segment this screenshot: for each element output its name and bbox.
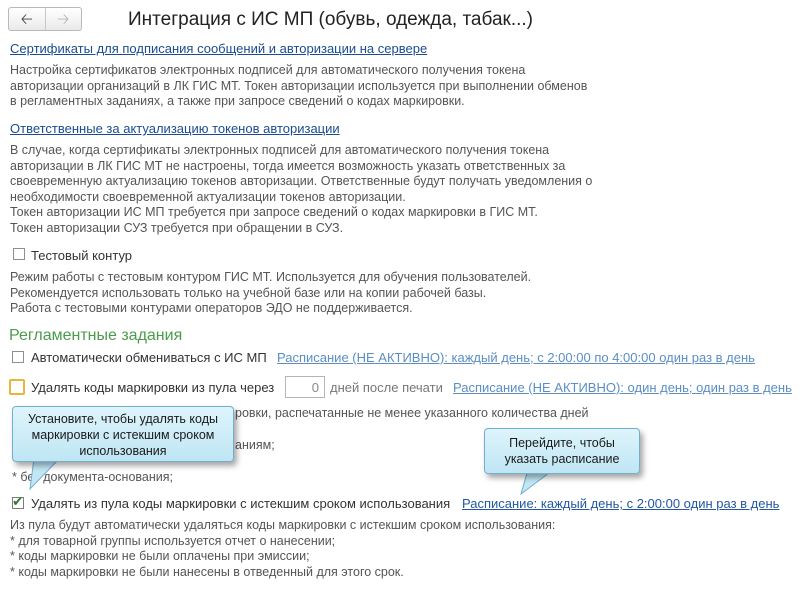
description-line: Токен авторизации ИС МП требуется при запросе сведений о кодах маркировки в ГИС МТ.	[10, 205, 538, 219]
certificates-description	[10, 63, 587, 110]
description-line: Настройка сертификатов электронных подписей для автоматического получения токена	[10, 63, 526, 77]
responsible-link[interactable]: Ответственные за актуализацию токенов авторизации	[10, 121, 340, 136]
description-line: Рекомендуется использовать только на учебной базе или на копии рабочей базы.	[10, 285, 487, 300]
auto-exchange-checkbox[interactable]	[12, 351, 24, 363]
delete-codes-checkbox[interactable]	[9, 379, 25, 395]
callout-tail-right	[515, 470, 575, 500]
days-suffix-label: дней после печати	[330, 380, 443, 395]
delete-codes-description-line: аниям;	[235, 438, 275, 452]
test-contour-label[interactable]: Тестовый контур	[31, 248, 133, 263]
forward-button[interactable]	[45, 8, 82, 30]
days-input[interactable]: 0	[285, 376, 325, 398]
description-line: * коды маркировки не были нанесены в отведенный для этого срок.	[10, 564, 404, 579]
certificates-link[interactable]: Сертификаты для подписания сообщений и авторизации на сервере	[10, 41, 428, 56]
description-line: в регламентных заданиях, а также при запросе сведений о кодах маркировки.	[10, 94, 465, 108]
callout-line: маркировки с истекшим сроком	[31, 428, 215, 442]
test-contour-checkbox[interactable]	[13, 248, 25, 260]
auto-exchange-schedule-link[interactable]: Расписание (НЕ АКТИВНО): каждый день; с 2:00:00 по 4:00:00 один раз в день	[277, 350, 755, 365]
delete-codes-label[interactable]: Удалять коды маркировки из пула через	[31, 380, 275, 395]
section-title: Регламентные задания	[9, 327, 183, 344]
description-line: Работа с тестовыми контурами операторов ЭДО не поддерживается.	[10, 301, 413, 315]
callout-line: указать расписание	[504, 452, 620, 466]
delete-codes-description-line: ровки, распечатанные не менее указанного количества дней	[235, 406, 589, 420]
callout-line: использования	[79, 444, 167, 458]
callout-line: Перейдите, чтобы	[509, 436, 615, 450]
description-line: В случае, когда сертификаты электронных подписей для автоматического получения токена	[10, 143, 550, 157]
description-line: * для товарной группы используется отчет о нанесении;	[10, 533, 336, 548]
description-line: Из пула будут автоматически удаляться коды маркировки с истекшим сроком использования:	[10, 518, 556, 532]
arrow-right-icon: 🡢	[57, 10, 70, 28]
description-line: авторизации организаций в ЛК ГИС МТ. Токен авторизации используется при выполнении обменов	[10, 78, 588, 93]
arrow-left-icon: 🡠	[20, 10, 33, 28]
description-line: * коды маркировки не были оплачены при эмиссии;	[10, 549, 310, 563]
navigation-buttons	[8, 7, 82, 31]
callout-line: Установите, чтобы удалять коды	[28, 412, 218, 426]
responsible-description	[10, 143, 592, 236]
callout-checkbox-hint	[12, 406, 234, 462]
delete-codes-schedule-link[interactable]: Расписание (НЕ АКТИВНО): один день; один раз в день	[453, 380, 792, 395]
expired-description	[10, 518, 555, 580]
checkmark-icon: ✔	[12, 493, 24, 509]
auto-exchange-label[interactable]: Автоматически обмениваться с ИС МП	[31, 350, 267, 365]
delete-expired-label[interactable]: Удалять из пула коды маркировки с истекшим сроком использования	[31, 496, 451, 511]
description-line: Режим работы с тестовым контуром ГИС МТ. Используется для обучения пользователей.	[10, 270, 532, 284]
delete-codes-description-line: * без документа-основания;	[12, 470, 173, 484]
description-line: Токен авторизации СУЗ требуется при обращении в СУЗ.	[10, 220, 344, 235]
callout-schedule-hint	[484, 428, 640, 474]
description-line: авторизации в ЛК ГИС МТ не настроены, тогда имеется возможность указать ответственных за	[10, 158, 566, 173]
description-line: своевременную актуализацию токенов авторизации. Ответственные будут получать уведомления о	[10, 174, 593, 188]
test-contour-description	[10, 270, 531, 317]
back-button[interactable]	[9, 8, 45, 30]
description-line: необходимости своевременной актуализации токенов авторизации.	[10, 189, 406, 204]
page-title: Интеграция с ИС МП (обувь, одежда, табак...)	[128, 9, 533, 30]
delete-expired-schedule-link[interactable]: Расписание: каждый день; с 2:00:00 один раз в день	[462, 496, 780, 511]
